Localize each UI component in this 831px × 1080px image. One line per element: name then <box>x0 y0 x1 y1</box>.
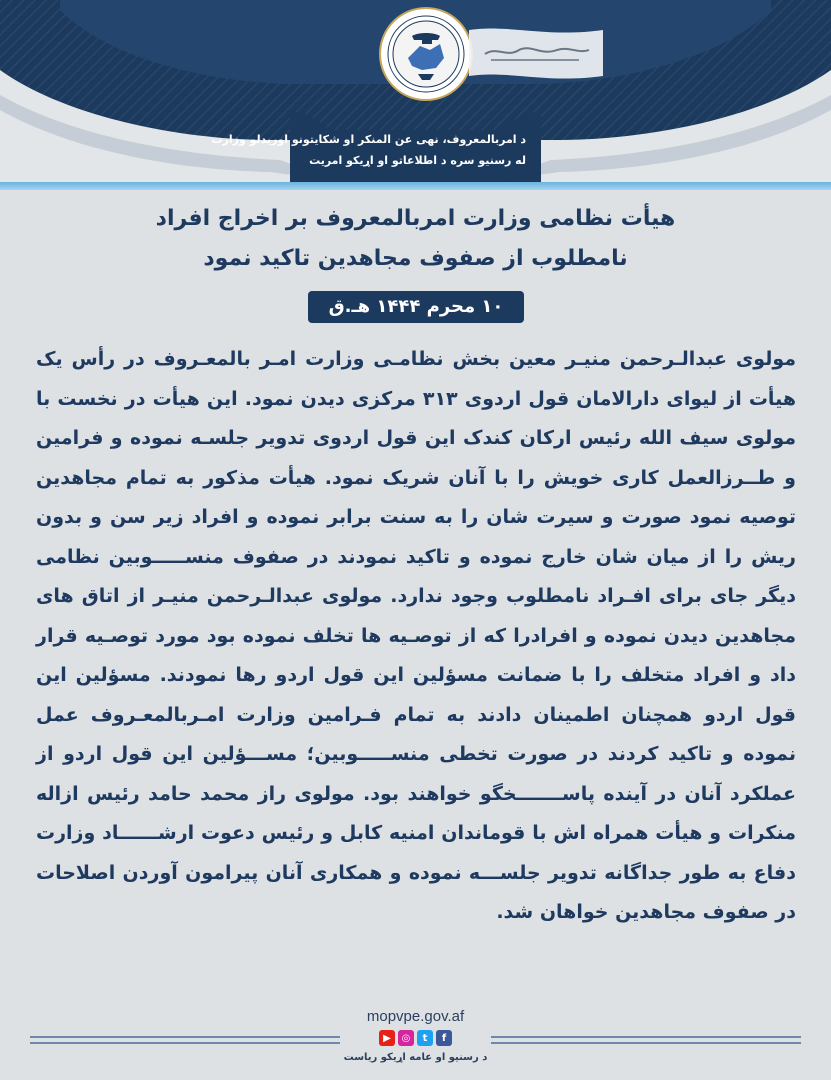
white-flag-icon <box>467 24 605 82</box>
footer-divider <box>491 1042 801 1044</box>
footer-divider <box>30 1042 340 1044</box>
footer <box>0 1000 831 1080</box>
footer-divider <box>30 1036 340 1038</box>
footer-divider <box>491 1036 801 1038</box>
header-stripe <box>0 182 831 190</box>
ministry-emblem-icon <box>378 6 474 102</box>
department-name: د رسنیو او عامه اړیکو ریاست <box>343 1052 488 1063</box>
ministry-name: د امربالمعروف، نهی عن المنکر او شکایتونو اوریدلو وزارت <box>211 133 526 146</box>
article-body: مولوی عبدالـرحمن منیـر معین بخش نظامـی وزارت امـر بالمعـروف در رأس یک هیأت از لیوای دارالامان قول اردوی ۳۱۳ مرکزی دیدن نمود. این هیأت در نخست با مولوی سیف الله رئیس ارکان کندک این قول اردوی تدویر جلسـه نموده و فرامین و طــرزالعمل کاری خویش را با آنان شریک نمود. هیأت مذکور به تمام مجاهدین توصیه نمود صورت و سیرت شان را به سنت برابر نموده و افراد زیر سن و بدون ریش را از میان شان خارج نموده و تاکید نمودند در صفوف منســـــوبین نظامی دیگر جای برای افـراد نامطلوب وجود ندارد. مولوی عبدالـرحمن منیـر از اتاق های مجاهدین دیدن نموده و افرادرا که از توصـیه ها تخلف نموده بود مورد توصـیه قرار داد و افراد متخلف را با ضمانت مسؤلین این قول اردو رها نمودند. مسؤلین این قول اردو همچنان اطمینان دادند به تمام فـرامین وزارت امـربالمعـروف عمل نموده و تاکید کردند در صورت تخطی منســـــوبین؛ مســـؤلین این قول اردو از عملکرد آنان در آینده پاســـــــخگو خواهند بود. مولوی راز محمد حامد رئیس ازاله منکرات و هیأت همراه اش با قوماندان امنیه کابل و رئیس دعوت ارشــــــاد وزارت دفاع به طور جداگانه تدویر جلســـه نموده و همکاری آنان پیرامون آوردن اصلاحات در صفوف مجاهدین خواهان شد. <box>36 348 797 923</box>
header-banner <box>0 0 831 182</box>
directorate-name: له رسنیو سره د اطلاعاتو او اړیکو امریت <box>309 154 526 167</box>
article <box>0 190 831 1010</box>
article-title-line2: نامطلوب از صفوف مجاهدین تاکید نمود <box>203 246 628 271</box>
date-badge: ۱۰ محرم ۱۴۴۴ هـ.ق <box>308 291 524 323</box>
instagram-icon[interactable]: ◎ <box>398 1030 414 1046</box>
twitter-icon[interactable]: t <box>417 1030 433 1046</box>
website-link[interactable]: mopvpe.gov.af <box>366 1008 465 1025</box>
social-links <box>370 1030 461 1048</box>
youtube-icon[interactable]: ▶ <box>379 1030 395 1046</box>
facebook-icon[interactable]: f <box>436 1030 452 1046</box>
article-title-line1: هیأت نظامی وزارت امربالمعروف بر اخراج افراد <box>155 206 676 231</box>
